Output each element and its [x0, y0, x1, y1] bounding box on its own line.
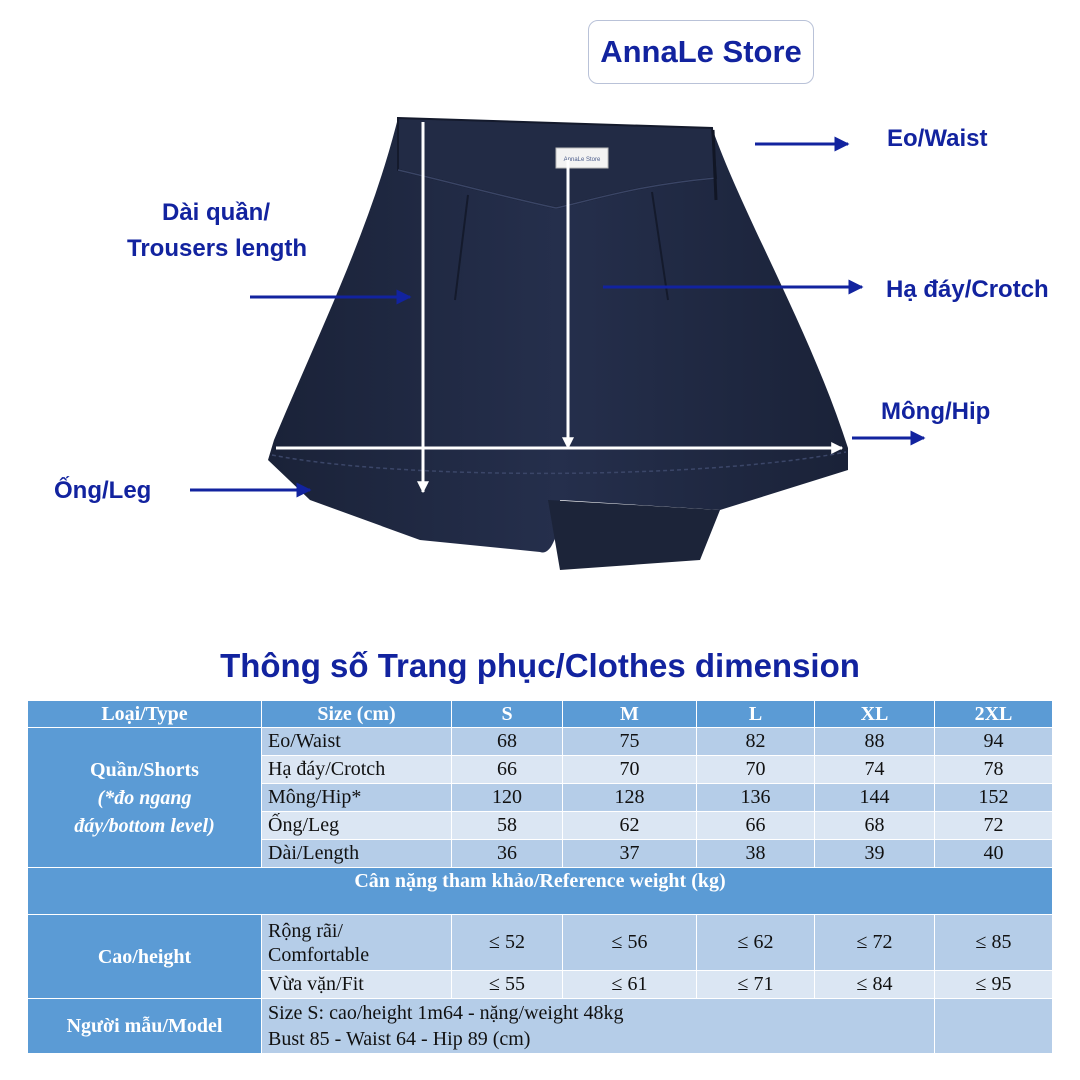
cell-value: 120: [452, 784, 563, 812]
cell-value: 37: [563, 840, 697, 868]
row-label: Eo/Waist: [262, 728, 452, 756]
cell-value: ≤ 61: [563, 971, 697, 999]
waist-callout: Eo/Waist: [887, 125, 988, 152]
cell-value: ≤ 56: [563, 915, 697, 971]
shorts-group-cell: [28, 728, 262, 868]
header-type: Loại/Type: [28, 701, 262, 728]
table-row: [28, 728, 1053, 756]
cell-value: 66: [697, 812, 815, 840]
length-callout-en: Trousers length: [127, 235, 308, 262]
row-label-line-1: Rộng rãi/: [268, 919, 343, 942]
length-callout-vi: Dài quần/: [162, 199, 271, 226]
header-xl: XL: [815, 701, 935, 728]
table-header-row: [28, 701, 1053, 728]
shorts-note-2: đáy/bottom level): [74, 814, 215, 837]
row-label: Dài/Length: [262, 840, 452, 868]
row-label: Ống/Leg: [262, 812, 452, 840]
height-label: Cao/height: [28, 915, 262, 999]
store-name-badge: AnnaLe Store: [588, 20, 814, 84]
shorts-back-leg: [548, 500, 720, 570]
cell-value: ≤ 52: [452, 915, 563, 971]
cell-value: ≤ 85: [935, 915, 1053, 971]
cell-value: 68: [452, 728, 563, 756]
cell-value: ≤ 95: [935, 971, 1053, 999]
row-label: [262, 915, 452, 971]
header-l: L: [697, 701, 815, 728]
cell-value: 39: [815, 840, 935, 868]
row-label: Vừa vặn/Fit: [262, 971, 452, 999]
cell-value: 36: [452, 840, 563, 868]
table-row: [28, 915, 1053, 971]
cell-value: ≤ 84: [815, 971, 935, 999]
header-size: Size (cm): [262, 701, 452, 728]
crotch-callout: Hạ đáy/Crotch: [886, 276, 1049, 303]
model-label: Người mẫu/Model: [28, 999, 262, 1054]
cell-value: 144: [815, 784, 935, 812]
leg-callout: Ống/Leg: [54, 477, 152, 504]
cell-value: 62: [563, 812, 697, 840]
shorts-note-1: (*đo ngang: [97, 786, 192, 809]
header-s: S: [452, 701, 563, 728]
hip-callout: Mông/Hip: [881, 398, 991, 425]
cell-value: ≤ 72: [815, 915, 935, 971]
row-label: Mông/Hip*: [262, 784, 452, 812]
cell-value: ≤ 62: [697, 915, 815, 971]
cell-value: 75: [563, 728, 697, 756]
cell-value: 58: [452, 812, 563, 840]
model-row: [28, 999, 1053, 1054]
cell-value: 152: [935, 784, 1053, 812]
weight-section-row: [28, 868, 1053, 915]
header-2xl: 2XL: [935, 701, 1053, 728]
model-line-2: Bust 85 - Waist 64 - Hip 89 (cm): [268, 1028, 531, 1050]
model-description: [262, 999, 935, 1054]
weight-section-header: Cân nặng tham khảo/Reference weight (kg): [28, 868, 1053, 915]
cell-value: 136: [697, 784, 815, 812]
cell-value: 88: [815, 728, 935, 756]
cell-value: 82: [697, 728, 815, 756]
cell-value: 94: [935, 728, 1053, 756]
cell-value: 78: [935, 756, 1053, 784]
row-label-line-2: Comfortable: [268, 943, 370, 966]
cell-value: 74: [815, 756, 935, 784]
cell-value: 128: [563, 784, 697, 812]
cell-value: 40: [935, 840, 1053, 868]
cell-value: ≤ 55: [452, 971, 563, 999]
section-title: Thông số Trang phục/Clothes dimension: [220, 647, 860, 684]
cell-value: 66: [452, 756, 563, 784]
cell-value: 68: [815, 812, 935, 840]
cell-value: 70: [563, 756, 697, 784]
cell-value: 70: [697, 756, 815, 784]
header-m: M: [563, 701, 697, 728]
model-line-1: Size S: cao/height 1m64 - nặng/weight 48kg: [268, 1002, 624, 1024]
shorts-label: Quần/Shorts: [90, 758, 199, 781]
empty-cell: [935, 999, 1053, 1054]
row-label: Hạ đáy/Crotch: [262, 756, 452, 784]
cell-value: 38: [697, 840, 815, 868]
product-tag-text: AnnaLe Store: [563, 157, 601, 163]
size-chart-table: [27, 700, 1053, 1054]
cell-value: 72: [935, 812, 1053, 840]
cell-value: ≤ 71: [697, 971, 815, 999]
